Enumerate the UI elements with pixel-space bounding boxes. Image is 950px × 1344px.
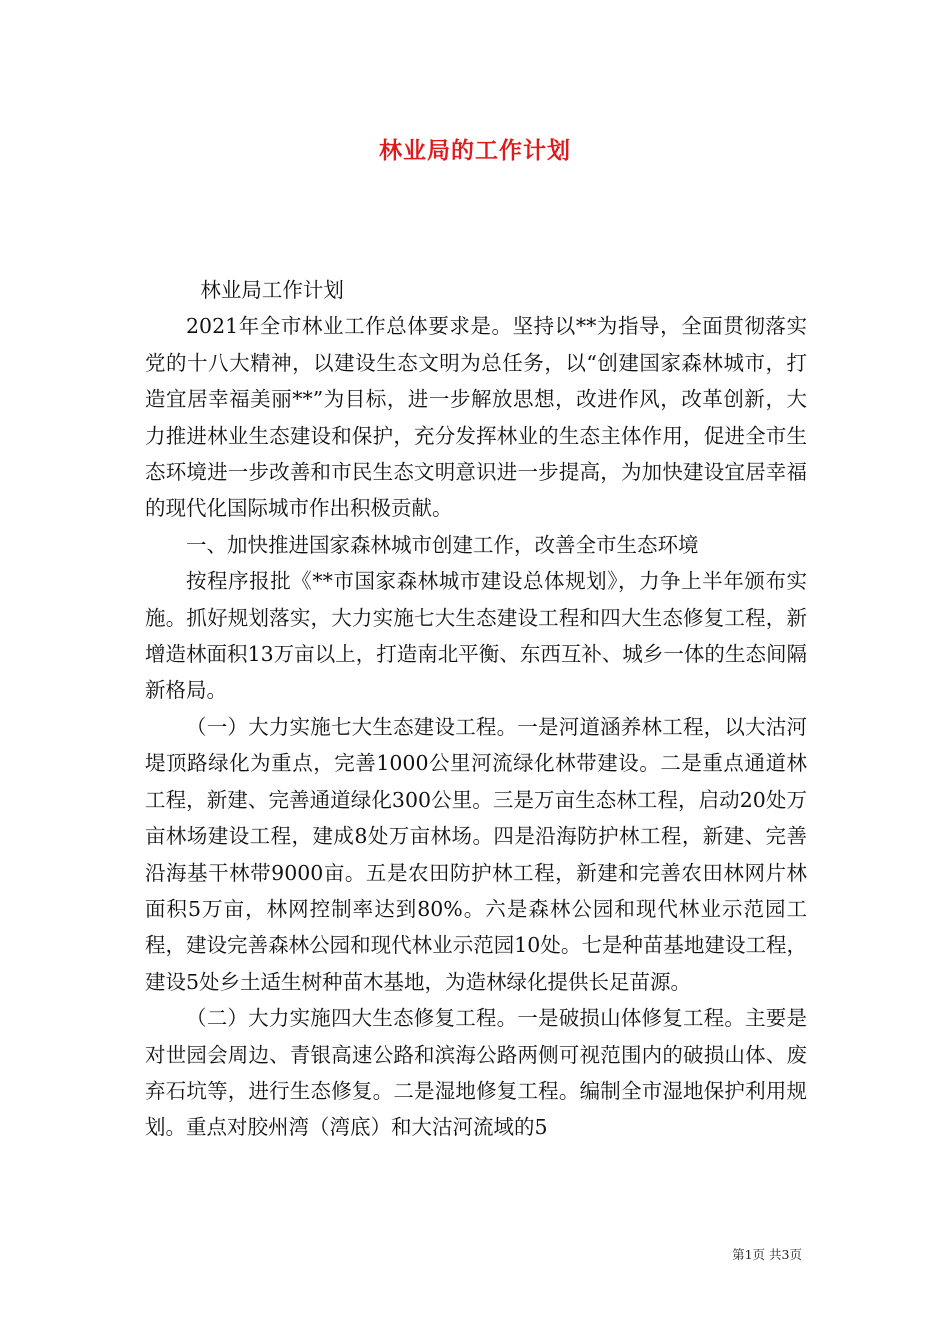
paragraph: 按程序报批《**市国家森林城市建设总体规划》，力争上半年颁布实施。抓好规划落实，大力实施七大生态建设工程和四大生态修复工程，新增造林面积13万亩以上，打造南北平衡、东西互补、城乡一体的生态间隔新格局。 bbox=[145, 569, 807, 703]
document-title: 林业局的工作计划 bbox=[379, 137, 571, 164]
section-heading: 一、加快推进国家森林城市创建工作，改善全市生态环境 bbox=[186, 532, 699, 557]
paragraph-heading: 林业局工作计划 bbox=[200, 278, 344, 302]
paragraph: 2021年全市林业工作总体要求是。坚持以**为指导，全面贯彻落实党的十八大精神，以建设生态文明为总任务，以“创建国家森林城市，打造宜居幸福美丽**”为目标，进一步解放思想，改进作风，改革创新，大力推进林业生态建设和保护，充分发挥林业的生态主体作用，促进全市生态环境进一步改善和市民生态文明意识进一步提高，为加快建设宜居幸福的现代化国际城市作出积极贡献。 bbox=[145, 314, 807, 521]
document-body bbox=[145, 272, 807, 1146]
page-number: 第1页 共3页 bbox=[732, 1247, 802, 1262]
paragraph: （二）大力实施四大生态修复工程。一是破损山体修复工程。主要是对世园会周边、青银高速公路和滨海公路两侧可视范围内的破损山体、废弃石坑等，进行生态修复。二是湿地修复工程。编制全市湿地保护利用规划。重点对胶州湾（湾底）和大沽河流域的5 bbox=[145, 1006, 807, 1140]
paragraph: （一）大力实施七大生态建设工程。一是河道涵养林工程，以大沽河堤顶路绿化为重点，完善1000公里河流绿化林带建设。二是重点通道林工程，新建、完善通道绿化300公里。三是万亩生态林工程，启动20处万亩林场建设工程，建成8处万亩林场。四是沿海防护林工程，新建、完善沿海基干林带9000亩。五是农田防护林工程，新建和完善农田林网片林面积5万亩，林网控制率达到80%。六是森林公园和现代林业示范园工程，建设完善森林公园和现代林业示范园10处。七是种苗基地建设工程，建设5处乡土适生树种苗木基地，为造林绿化提供长足苗源。 bbox=[145, 714, 807, 994]
